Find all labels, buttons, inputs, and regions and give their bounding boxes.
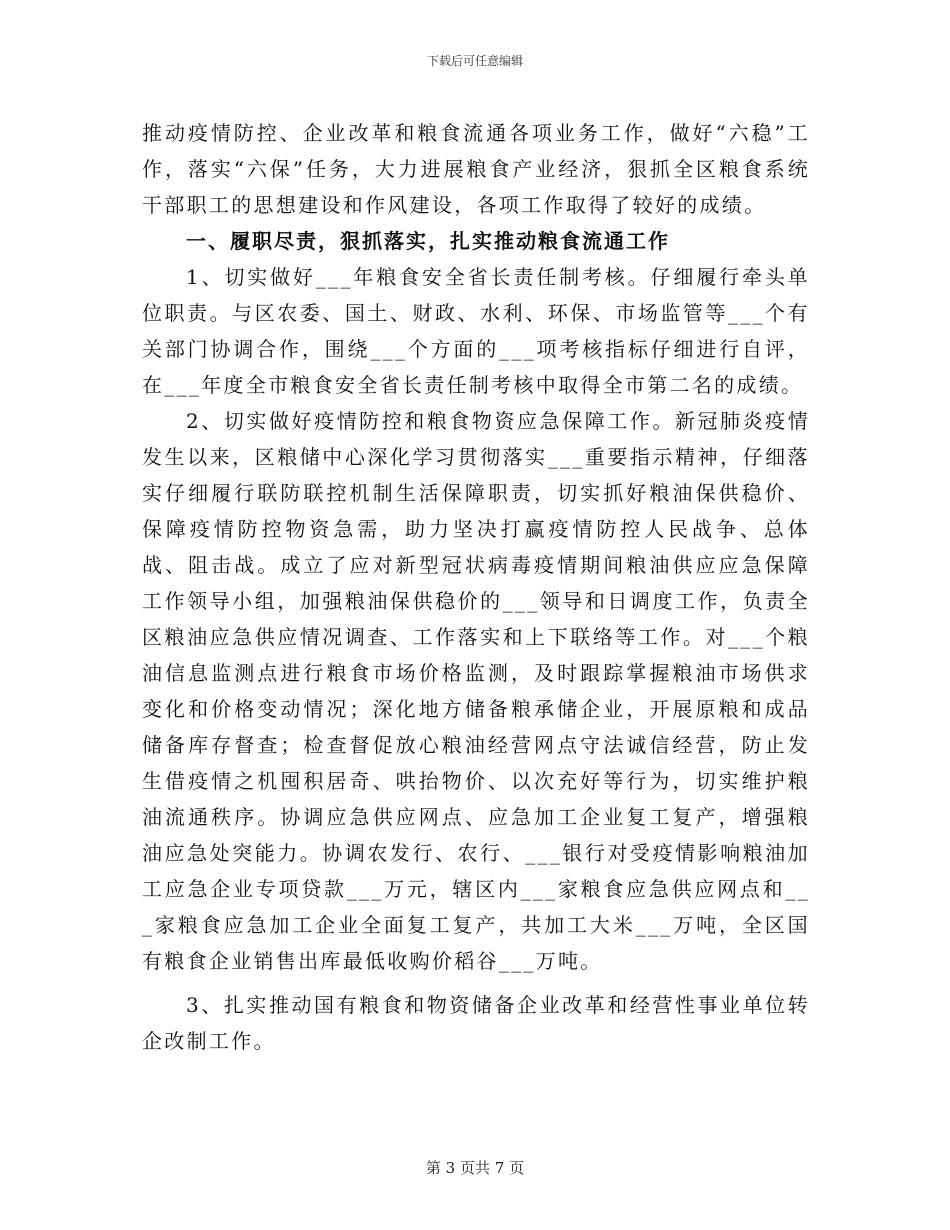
item-1-paragraph: 1、切实做好___年粮食安全省长责任制考核。仔细履行牵头单位职责。与区农委、国土、财政、水利、环保、市场监管等___个有关部门协调合作，围绕___个方面的___项考核指标仔细进行自评，在___年度全市粮食安全省长责任制考核中取得全市第二名的成绩。: [142, 265, 810, 397]
section-heading: 一、履职尽责，狠抓落实，扎实推动粮食流通工作: [186, 229, 670, 253]
item-2-paragraph: 2、切实做好疫情防控和粮食物资应急保障工作。新冠肺炎疫情发生以来，区粮储中心深化学习贯彻落实___重要指示精神，仔细落实仔细履行联防联控机制生活保障职责，切实抓好粮油保供稳价、保障疫情防控物资急需，助力坚决打赢疫情防控人民战争、总体战、阻击战。成立了应对新型冠状病毒疫情期间粮油供应应急保障工作领导小组，加强粮油保供稳价的___领导和日调度工作，负责全区粮油应急供应情况调查、工作落实和上下联络等工作。对___个粮油信息监测点进行粮食市场价格监测，及时跟踪掌握粮油市场供求变化和价格变动情况；深化地方储备粮承储企业，开展原粮和成品储备库存督查；检查督促放心粮油经营网点守法诚信经营，防止发生借疫情之机囤积居奇、哄抬物价、以次充好等行为，切实维护粮油流通秩序。协调应急供应网点、应急加工企业复工复产，增强粮油应急处突能力。协调农发行、农行、___银行对受疫情影响粮油加工应急企业专项贷款___万元，辖区内___家粮食应急供应网点和___家粮食应急加工企业全面复工复产，共加工大米___万吨，全区国有粮食企业销售出库最低收购价稻谷___万吨。: [142, 409, 810, 973]
page-header: 下载后可任意编辑: [426, 54, 523, 68]
page-number: 第 3 页共 7 页: [425, 1159, 525, 1177]
intro-paragraph: 推动疫情防控、企业改革和粮食流通各项业务工作，做好“六稳”工作，落实“六保”任务，大力进展粮食产业经济，狠抓全区粮食系统干部职工的思想建设和作风建设，各项工作取得了较好的成绩。: [142, 121, 810, 217]
item-3-paragraph: 3、扎实推动国有粮食和物资储备企业改革和经营性事业单位转企改制工作。: [142, 993, 810, 1053]
document-body: [142, 115, 810, 1059]
